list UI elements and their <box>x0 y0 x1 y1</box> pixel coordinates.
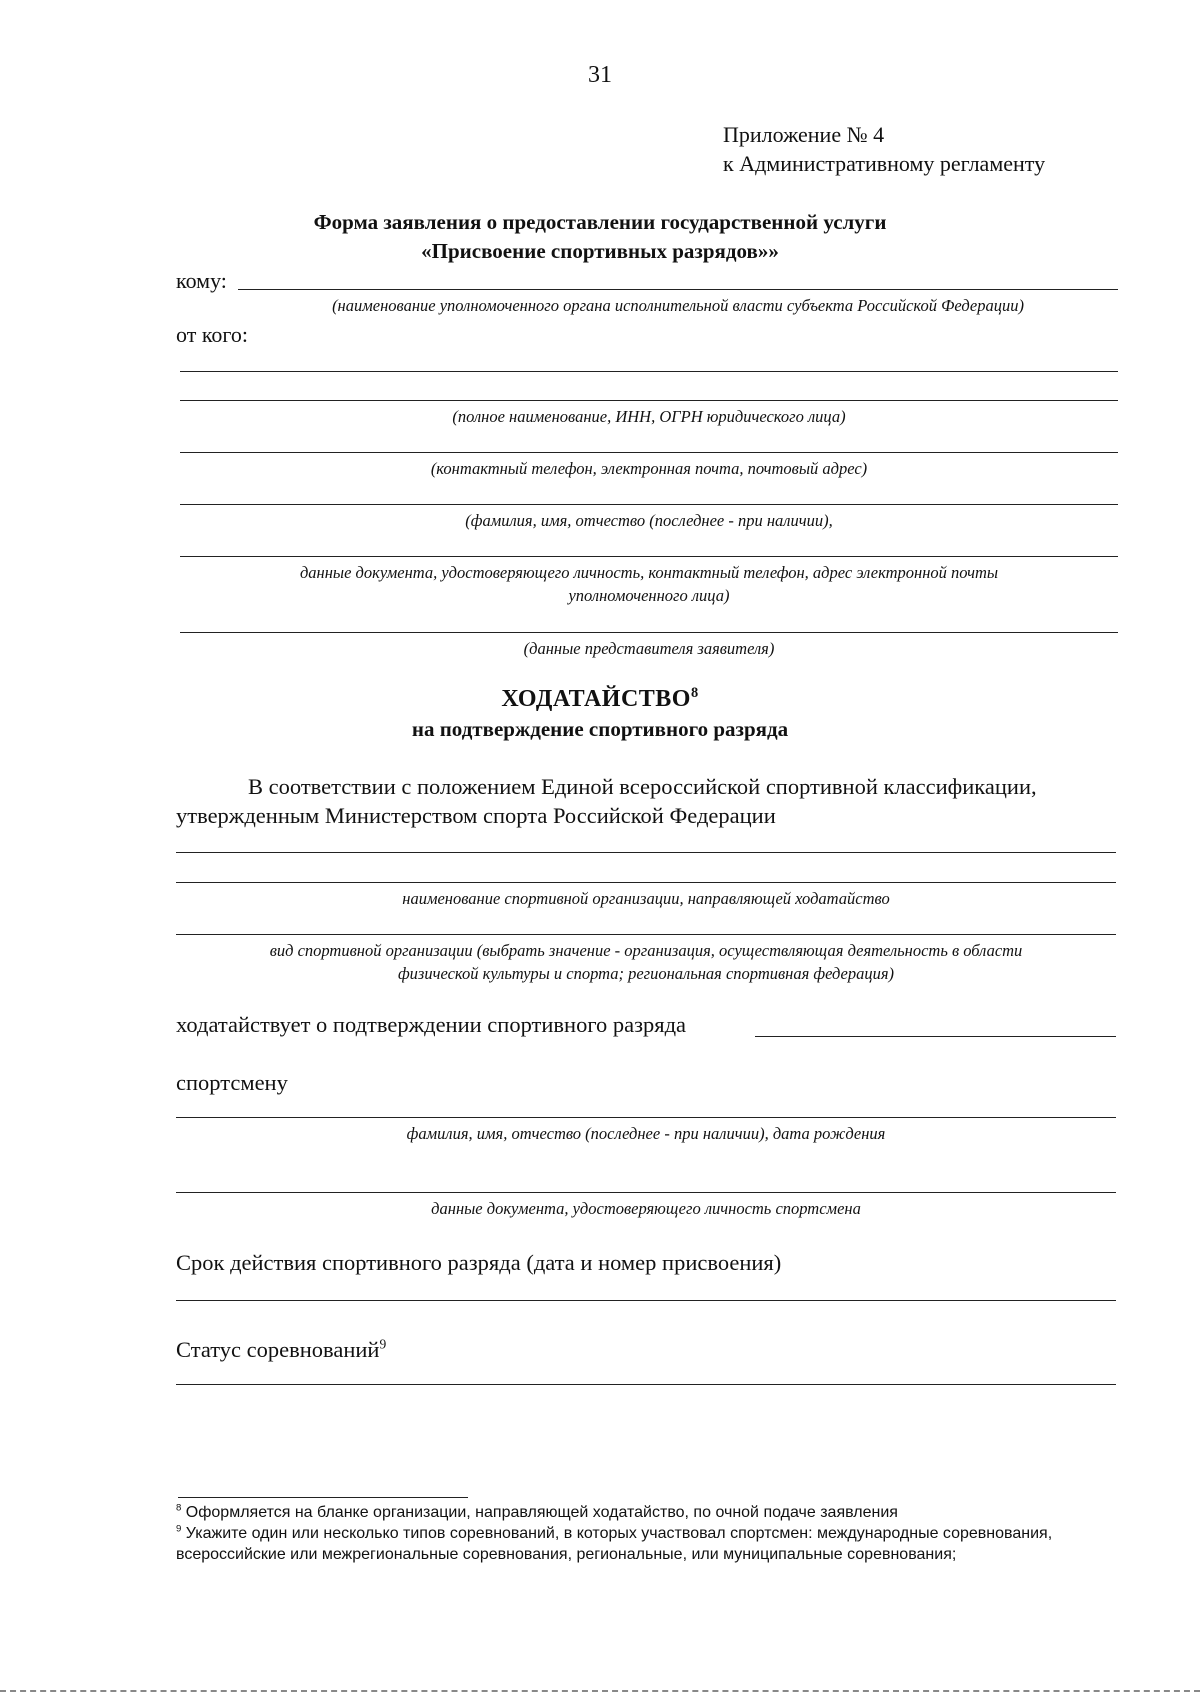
authorized-person-caption-line2: уполномоченного лица) <box>568 586 730 605</box>
footnote-separator <box>178 1497 468 1498</box>
legal-entity-caption: (полное наименование, ИНН, ОГРН юридического лица) <box>452 407 846 426</box>
appendix-header <box>723 120 1045 178</box>
sport-rank-field-line[interactable] <box>755 1036 1116 1037</box>
organization-type-caption-line1: вид спортивной организации (выбрать значение - организация, осуществляющая деятельность в области <box>269 941 1023 960</box>
competition-status-text: Статус соревнований <box>176 1337 380 1362</box>
footnote-9 <box>176 1523 1086 1565</box>
athlete-label: спортсмену <box>176 1070 288 1095</box>
authorized-person-caption <box>180 561 1118 607</box>
petition-title <box>150 686 1050 713</box>
athlete-document-field-line[interactable] <box>176 1192 1116 1193</box>
validity-label: Срок действия спортивного разряда (дата и номер присвоения) <box>176 1250 782 1275</box>
petition-title-footnote-mark: 8 <box>690 685 699 701</box>
validity-field-line[interactable] <box>176 1300 1116 1301</box>
form-title <box>150 208 1050 266</box>
representative-field-line[interactable] <box>180 632 1118 633</box>
appendix-regulation: к Административному регламенту <box>723 151 1046 176</box>
representative-caption: (данные представителя заявителя) <box>523 639 775 658</box>
footnote-8-text: Оформляется на бланке организации, направляющей ходатайство, по очной подаче заявления <box>185 1504 898 1521</box>
footnote-8-mark: 8 <box>176 1502 182 1514</box>
organization-type-field-line[interactable] <box>176 934 1116 935</box>
organization-field-line-2[interactable] <box>176 882 1116 883</box>
form-title-line2: «Присвоение спортивных разрядов»» <box>421 239 779 263</box>
organization-caption: наименование спортивной организации, направляющей ходатайство <box>402 889 890 908</box>
competition-status-field-line[interactable] <box>176 1384 1116 1385</box>
competition-status-label <box>176 1335 386 1364</box>
petition-title-text: ХОДАТАЙСТВО <box>501 686 691 712</box>
contacts-field-line[interactable] <box>180 452 1118 453</box>
fio-field-line[interactable] <box>180 504 1118 505</box>
petition-intro <box>176 772 1136 830</box>
petitions-text: ходатайствует о подтверждении спортивного разряда <box>176 1012 687 1037</box>
footnote-9-mark: 9 <box>176 1523 182 1535</box>
athlete-name-field-line[interactable] <box>176 1117 1116 1118</box>
to-field-line[interactable] <box>238 289 1118 290</box>
form-title-line1: Форма заявления о предоставлении государственной услуги <box>313 210 887 234</box>
footnote-9-text: Укажите один или несколько типов соревнований, в которых участвовал спортсмен: международные соревнования, всероссийские или межрегиональные соревнования, региональные, или муниципальные соревнования; <box>176 1525 1053 1563</box>
to-caption: (наименование уполномоченного органа исполнительной власти субъекта Российской Федерации) <box>332 296 1024 315</box>
petition-subtitle: на подтверждение спортивного разряда <box>411 717 789 741</box>
organization-type-caption <box>176 939 1116 985</box>
authorized-person-field-line[interactable] <box>180 556 1118 557</box>
contacts-caption: (контактный телефон, электронная почта, почтовый адрес) <box>430 459 868 478</box>
page-number: 31 <box>588 62 612 88</box>
footnotes <box>176 1502 1086 1565</box>
scan-edge-artifact <box>0 1690 1200 1692</box>
organization-field-line-1[interactable] <box>176 852 1116 853</box>
athlete-name-caption: фамилия, имя, отчество (последнее - при наличии), дата рождения <box>406 1124 886 1143</box>
competition-status-footnote-mark: 9 <box>379 1336 387 1352</box>
petition-intro-line2: утвержденным Министерством спорта Российской Федерации <box>176 803 776 828</box>
from-field-line-2[interactable] <box>180 400 1118 401</box>
petition-intro-line1: В соответствии с положением Единой всероссийской спортивной классификации, <box>248 774 1037 799</box>
appendix-number: Приложение № 4 <box>723 122 885 147</box>
authorized-person-caption-line1: данные документа, удостоверяющего личность, контактный телефон, адрес электронной почты <box>299 563 999 582</box>
fio-caption: (фамилия, имя, отчество (последнее - при наличии), <box>465 511 833 530</box>
athlete-document-caption: данные документа, удостоверяющего личность спортсмена <box>431 1199 861 1218</box>
from-label: от кого: <box>176 322 248 347</box>
organization-type-caption-line2: физической культуры и спорта; региональная спортивная федерация) <box>397 964 895 983</box>
footnote-8 <box>176 1502 1086 1523</box>
to-label: кому: <box>176 268 227 293</box>
from-field-line-1[interactable] <box>180 371 1118 372</box>
